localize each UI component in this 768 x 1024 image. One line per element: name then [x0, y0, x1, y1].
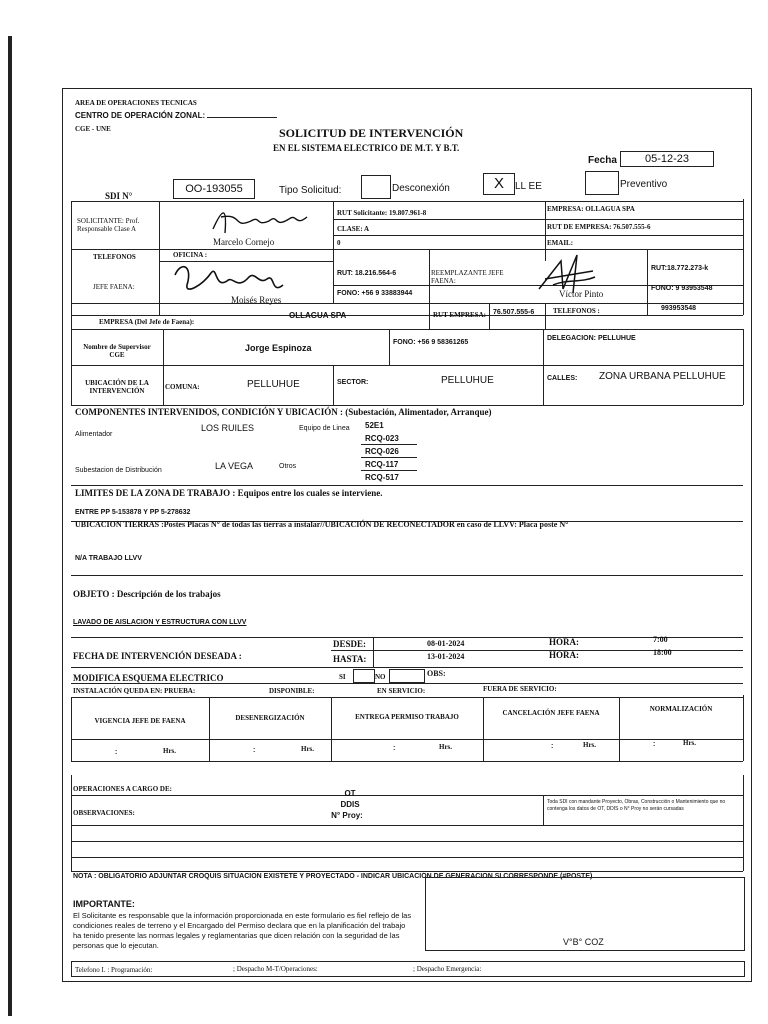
rule	[71, 365, 743, 366]
col-vigencia: VIGENCIA JEFE DE FAENA	[94, 717, 186, 725]
rule	[71, 739, 743, 740]
rule	[71, 775, 72, 871]
modifica-no-box[interactable]	[389, 669, 425, 683]
rule	[71, 761, 743, 762]
empresa-rut-value: 76.507.555-6	[493, 309, 535, 316]
subestacion-value: LA VEGA	[215, 461, 254, 471]
form-subtitle: EN EL SISTEMA ELECTRICO DE M.T. Y B.T.	[273, 143, 460, 153]
rule	[71, 667, 743, 668]
rule	[71, 365, 72, 405]
ot-label: OT	[344, 789, 356, 798]
telefonos-label: TELEFONOS	[93, 253, 136, 261]
equipo-5: RCQ-517	[365, 473, 399, 482]
reemplazante-rut: RUT:18.772.273-k	[651, 265, 709, 272]
rule	[389, 329, 390, 365]
footer-programacion: Telefono I. : Programación:	[75, 966, 153, 974]
rule	[71, 683, 743, 684]
nota-text: NOTA : OBLIGATORIO ADJUNTAR CROQUIS SITUACION EXISTETE Y PROYECTADO - INDICAR UBICACIÓN DE GENERACION SI CORRESPONDE (#POSTE)	[73, 873, 593, 880]
time-hrs-4: Hrs.	[583, 741, 597, 749]
objeto-title: OBJETO : Descripción de los trabajos	[73, 589, 221, 599]
rule	[333, 201, 334, 303]
rule	[743, 775, 744, 871]
equipo-label: Equipo de Linea	[299, 425, 350, 432]
rule	[429, 303, 430, 329]
alimentador-label: Alimentador	[75, 431, 113, 438]
rule	[333, 235, 743, 236]
importante-title: IMPORTANTE:	[73, 899, 135, 909]
hasta-label: HASTA:	[333, 654, 367, 664]
llee-checkbox[interactable]: X	[483, 173, 515, 195]
rule	[361, 470, 417, 471]
rule	[743, 329, 744, 365]
solicitante-label: SOLICITANTE: Prof. Responsable Clase A	[77, 217, 140, 233]
equipo-2: RCQ-023	[365, 434, 399, 443]
rule	[71, 405, 743, 406]
preventivo-label: Preventivo	[620, 179, 668, 190]
rule	[333, 365, 334, 405]
rule	[71, 201, 743, 202]
time-colon-1: :	[115, 749, 118, 756]
rule	[159, 201, 160, 315]
rule	[71, 329, 72, 365]
rule	[743, 365, 744, 405]
rule	[71, 871, 743, 872]
rut-empresa: RUT DE EMPRESA: 76.507.555-6	[547, 223, 651, 231]
modifica-label: MODIFICA ESQUEMA ELECTRICO	[73, 673, 224, 683]
reemplazante-fono: FONO: 9 93953548	[651, 285, 713, 292]
otros-label: Otros	[279, 463, 297, 470]
solicitante-signature	[203, 199, 323, 239]
empresa-solicitante: EMPRESA: OLLAGUA SPA	[547, 205, 635, 213]
rule	[647, 249, 648, 315]
intervention-form	[62, 88, 752, 982]
comuna-value: PELLUHUE	[247, 379, 300, 390]
sdi-label: SDI N°	[105, 191, 133, 201]
empresa-row-value: OLLAGUA SPA	[289, 311, 347, 320]
calles-label: CALLES:	[547, 375, 578, 382]
tierras-value: N/A TRABAJO LLVV	[75, 555, 142, 562]
area-label: AREA DE OPERACIONES TECNICAS	[75, 99, 197, 107]
empresa-row-label: EMPRESA (Del Jefe de Faena):	[99, 318, 195, 326]
fecha-label: Fecha	[588, 155, 617, 166]
centro-line	[207, 117, 277, 118]
vb-label: V°B° COZ	[563, 937, 604, 947]
clase-extra: 0	[337, 239, 341, 247]
equipo-3: RCQ-026	[365, 447, 399, 456]
rule	[71, 303, 743, 304]
rule	[71, 201, 72, 315]
desconexion-checkbox[interactable]	[361, 175, 391, 199]
time-hrs-5: Hrs.	[683, 739, 697, 747]
jefe-fono: FONO: +56 9 33883944	[337, 290, 413, 297]
jefe-label: JEFE FAENA:	[93, 283, 135, 291]
centro-label	[75, 111, 277, 120]
rule	[71, 825, 743, 826]
solicitante-rut: RUT Solicitante: 19.807.961-8	[337, 209, 427, 217]
supervisor-fono: FONO: +56 9 58361265	[393, 339, 469, 346]
rule	[743, 199, 744, 315]
time-hrs-1: Hrs.	[163, 747, 177, 755]
operaciones-note: Toda SDI con mandante Proyecto, Obras, Construcción o Mantenimiento que no contenga los datos de OT, DDIS o N° Proy no serán cursadas	[547, 799, 726, 812]
time-colon-3: :	[393, 745, 396, 752]
rule	[333, 219, 743, 220]
rule	[71, 575, 743, 576]
rule	[71, 329, 743, 330]
componentes-title: COMPONENTES INTERVENIDOS, CONDICIÓN Y UBICACIÓN : (Subestación, Alimentador, Arranque)	[75, 407, 492, 417]
ubicacion-label: UBICACIÓN DE LA INTERVENCIÓN	[85, 379, 149, 395]
jefe-rut: RUT: 18.216.564-6	[337, 270, 397, 277]
tipo-label: Tipo Solicitud:	[279, 185, 342, 196]
limites-value: ENTRE PP 5-153878 Y PP 5-278632	[75, 509, 191, 516]
clase-field: CLASE: A	[337, 225, 370, 233]
form-title: SOLICITUD DE INTERVENCIÓN	[279, 126, 464, 140]
jefe-name: Moisés Reyes	[231, 295, 282, 305]
ddis-label: DDIS	[340, 800, 360, 809]
desde-label: DESDE:	[333, 639, 367, 649]
rule	[743, 695, 744, 761]
rule	[71, 315, 743, 316]
col-entrega: ENTREGA PERMISO TRABAJO	[355, 713, 459, 721]
modifica-si: SI	[339, 673, 346, 681]
desconexion-label: Desconexión	[392, 183, 450, 194]
rule	[71, 841, 743, 842]
modifica-no: NO	[375, 673, 386, 681]
reemplazante-name: Víctor Pinto	[559, 289, 604, 299]
time-hrs-3: Hrs.	[439, 743, 453, 751]
empresa-tel-label: TELEFONOS :	[553, 307, 600, 315]
rule	[163, 329, 164, 365]
modifica-obs: OBS:	[427, 669, 446, 678]
email-field: EMAIL:	[547, 239, 574, 247]
rule	[361, 457, 417, 458]
fecha-field[interactable]: 05-12-23	[620, 151, 714, 167]
sector-label: SECTOR:	[337, 379, 369, 386]
importante-text: El Solicitante es responsable que la información proporcionada en este formulario es fiel reflejo de las condiciones reales de terreno y el Encargado del Permiso declara que en la planificación del trabajo ha tenido presente las normas legales y reglamentarias que dicen relación con la seguridad de las personas que lo ejecutan.	[73, 911, 412, 950]
time-hrs-2: Hrs.	[301, 745, 315, 753]
rule	[71, 485, 743, 486]
hora-hasta-value: 18:00	[653, 648, 672, 657]
company-unit: CGE - UNE	[75, 125, 111, 133]
reemplazante-label: REEMPLAZANTE JEFE FAENA:	[431, 269, 504, 285]
empresa-tel-value: 993953548	[661, 305, 697, 312]
rule	[209, 697, 210, 761]
rule	[71, 697, 72, 761]
time-colon-2: :	[253, 747, 256, 754]
sector-value: PELLUHUE	[441, 375, 494, 386]
col-cancelacion: CANCELACIÓN JEFE FAENA	[502, 709, 600, 717]
rule	[71, 697, 743, 698]
rule	[331, 697, 332, 761]
hora-desde-value: 7:00	[653, 635, 668, 644]
rule	[71, 303, 72, 329]
rule	[163, 365, 164, 405]
rule	[429, 249, 430, 303]
llee-label: LL EE	[515, 181, 542, 192]
rule	[331, 650, 743, 651]
subestacion-label: Subestacion de Distribución	[75, 467, 162, 474]
solicitante-name: Marcelo Cornejo	[213, 237, 275, 247]
rule	[71, 637, 743, 638]
equipo-4: RCQ-117	[365, 460, 399, 469]
rule	[619, 697, 620, 761]
calles-value: ZONA URBANA PELLUHUE	[599, 371, 726, 382]
centro-text: CENTRO DE OPERACIÓN ZONAL:	[75, 111, 206, 120]
operaciones-label: OPERACIONES A CARGO DE:	[73, 785, 172, 793]
hasta-value: 13-01-2024	[427, 652, 465, 661]
delegacion-field: DELEGACION: PELLUHUE	[547, 335, 636, 342]
rule	[543, 795, 544, 825]
empresa-rut-label: RUT EMPRESA:	[433, 311, 486, 319]
instalacion-fuera: FUERA DE SERVICIO:	[483, 685, 557, 693]
rule	[361, 444, 417, 445]
modifica-si-box[interactable]	[353, 669, 375, 683]
col-normalizacion: NORMALIZACIÓN	[649, 705, 713, 713]
preventivo-checkbox[interactable]	[585, 171, 619, 195]
footer-row	[71, 961, 745, 977]
objeto-value: LAVADO DE AISLACION Y ESTRUCTURA CON LLVV	[73, 619, 247, 626]
rule	[489, 303, 490, 329]
rule	[543, 329, 544, 365]
rule	[71, 795, 743, 796]
rule	[545, 303, 546, 329]
col-desenergizacion: DESENERGIZACIÓN	[235, 714, 305, 722]
instalacion-label: INSTALACIÓN QUEDA EN: PRUEBA:	[73, 687, 196, 695]
footer-despacho-emergencia: ; Despacho Emergencia:	[413, 965, 482, 973]
footer-despacho-mt: ; Despacho M-T/Operaciones:	[233, 965, 318, 973]
rule	[373, 637, 374, 667]
observaciones-label: OBSERVACIONES:	[73, 809, 135, 817]
comuna-label: COMUNA:	[165, 383, 200, 391]
nproy-label: N° Proy:	[331, 811, 363, 820]
rule	[71, 857, 743, 858]
sdi-field[interactable]: OO-193055	[173, 179, 255, 199]
scan-page-edge	[8, 36, 12, 1016]
time-colon-4: :	[551, 743, 554, 750]
hora-desde-label: HORA:	[549, 637, 579, 647]
oficina-label: OFICINA :	[173, 251, 208, 259]
supervisor-label: Nombre de Supervisor CGE	[83, 343, 151, 359]
hora-hasta-label: HORA:	[549, 650, 579, 660]
time-colon-5: :	[653, 741, 656, 748]
alimentador-value: LOS RUILES	[201, 423, 255, 433]
fecha-intervencion-label: FECHA DE INTERVENCIÓN DESEADA :	[73, 651, 242, 661]
instalacion-en-servicio: EN SERVICIO:	[377, 687, 426, 695]
rule	[71, 249, 743, 250]
instalacion-disponible: DISPONIBLE:	[269, 687, 315, 695]
rule	[543, 365, 544, 405]
limites-title: LIMITES DE LA ZONA DE TRABAJO : Equipos entre los cuales se interviene.	[75, 488, 383, 498]
equipo-1: 52E1	[365, 421, 384, 430]
tierras-title: UBICACION TIERRAS :Postes Placas N° de todas las tierras a instalar//UBICACIÓN DE RECONECTADOR en caso de LLVV: Placa poste N°	[75, 520, 569, 529]
supervisor-name: Jorge Espinoza	[245, 343, 312, 353]
desde-value: 08-01-2024	[427, 639, 465, 648]
rule	[483, 697, 484, 761]
